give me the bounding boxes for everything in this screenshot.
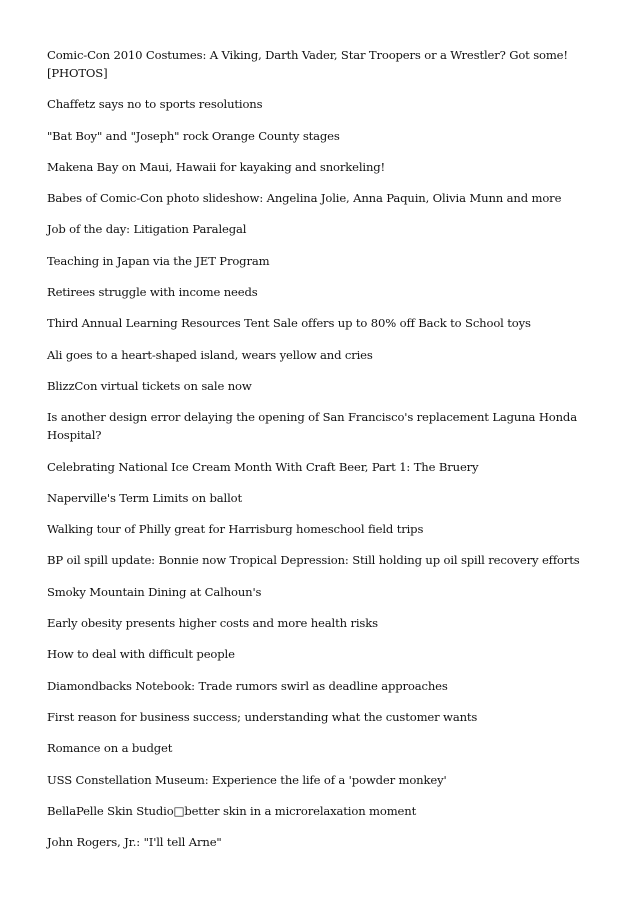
headline-link[interactable]: Ali goes to a heart-shaped island, wears yellow and cries [47,347,373,362]
headline-link[interactable]: Naperville's Term Limits on ballot [47,490,242,505]
headline-link[interactable]: Comic-Con 2010 Costumes: A Viking, Darth Vader, Star Troopers or a Wrestler? Got some! [PHOTOS] [47,48,568,80]
headline-list [47,46,607,864]
headline-link[interactable]: USS Constellation Museum: Experience the life of a 'powder monkey' [47,772,447,787]
headline-link[interactable]: BlizzCon virtual tickets on sale now [47,378,252,393]
headline-link[interactable]: Smoky Mountain Dining at Calhoun's [47,584,262,599]
headline-link[interactable]: Celebrating National Ice Cream Month With Craft Beer, Part 1: The Bruery [47,459,479,474]
headline-link[interactable]: Early obesity presents higher costs and more health risks [47,616,378,631]
headline-link[interactable]: Diamondbacks Notebook: Trade rumors swirl as deadline approaches [47,678,448,693]
headline-link[interactable]: John Rogers, Jr.: "I'll tell Arne" [47,835,222,850]
headline-link[interactable]: "Bat Boy" and "Joseph" rock Orange County stages [47,128,340,143]
headline-link[interactable]: BellaPelle Skin Studio□better skin in a microrelaxation moment [47,803,417,818]
headline-link[interactable]: Romance on a budget [47,741,173,756]
headline-link[interactable]: Walking tour of Philly great for Harrisburg homeschool field trips [47,522,424,537]
headline-link[interactable]: Chaffetz says no to sports resolutions [47,97,263,112]
headline-link[interactable]: How to deal with difficult people [47,647,235,662]
headline-link[interactable]: First reason for business success; understanding what the customer wants [47,709,478,724]
headline-link[interactable]: Is another design error delaying the opening of San Francisco's replacement Laguna Honda Hospital? [47,410,577,443]
headline-link[interactable]: Makena Bay on Maui, Hawaii for kayaking and snorkeling! [47,159,386,174]
headline-link[interactable]: Retirees struggle with income needs [47,285,258,300]
headline-link[interactable]: Teaching in Japan via the JET Program [47,253,270,268]
headline-link[interactable]: Third Annual Learning Resources Tent Sale offers up to 80% off Back to School toys [47,316,531,331]
headline-link[interactable]: Job of the day: Litigation Paralegal [47,222,247,237]
headline-link[interactable]: Babes of Comic-Con photo slideshow: Angelina Jolie, Anna Paquin, Olivia Munn and more [47,191,562,206]
headline-link[interactable]: BP oil spill update: Bonnie now Tropical Depression: Still holding up oil spill recovery efforts [47,553,580,568]
